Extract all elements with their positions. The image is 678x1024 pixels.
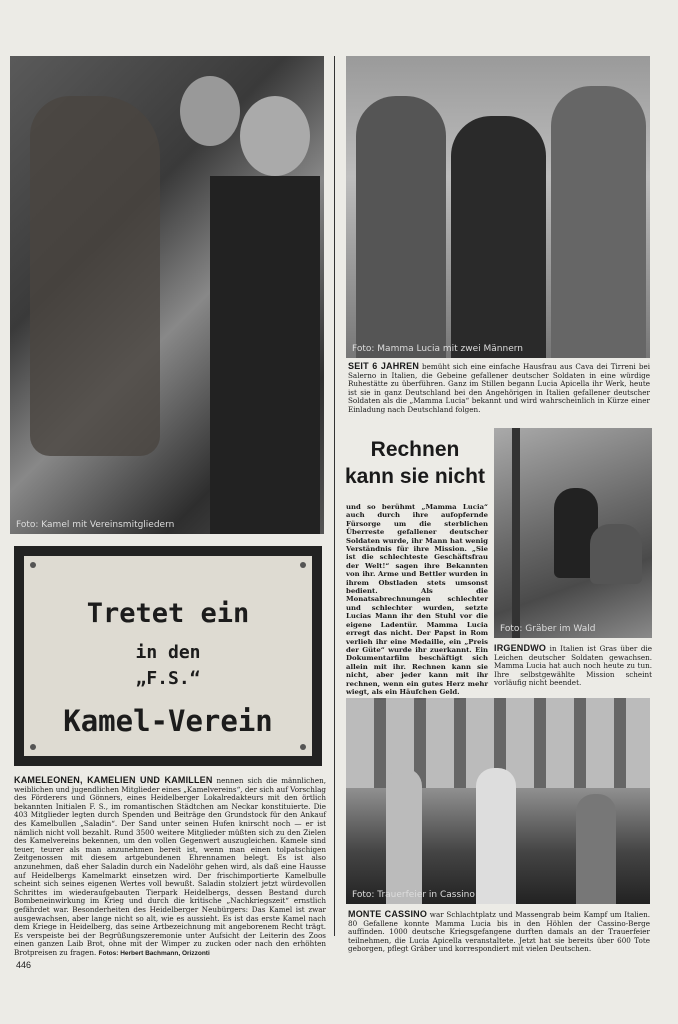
- screw-icon: [30, 562, 36, 568]
- irgendwo-lead: IRGENDWO: [494, 643, 547, 653]
- sign-line-3: „F.S.“: [135, 668, 201, 689]
- kameleonen-lead: KAMELEONEN, KAMELIEN UND KAMILLEN: [14, 775, 213, 785]
- seit-lead: SEIT 6 JAHREN: [348, 361, 420, 371]
- screw-icon: [300, 744, 306, 750]
- rechnen-headline: [344, 436, 486, 490]
- photo-caption: Foto: Kamel mit Vereinsmitgliedern: [16, 520, 175, 530]
- rechnen-body: und so berühmt „Mamma Lucia“ auch durch ihre aufopfernde Fürsorge um die sterblichen Überreste gefallener deutscher Soldaten wurde, ihr Mann hat wenig Verständnis für ihre Mission. „Sie ist die schlechteste Geschäftsfrau der Welt!“ sagen ihre Bekannten von ihr. Arme und Bettler wurden in ihrem Obstladen stets umsonst bedient. Als die Monatsabrechnungen schlechter und schlechter wurden, setzte Lucias Mann ihr den Stuhl vor die eigene Ladentür. Mamma Lucia erregt das nicht. Der Papst in Rom verlieh ihr eine Medaille, ein „Preis der Güte“ wurde ihr zuerkannt. Ein Dokumentarfilm beschäftigt sich allein mit ihr. Rechnen kann sie nicht, aber jeder kann mit ihr rechnen, wenn ein gutes Herz mehr wiegt, als ein Häufchen Geld.: [346, 503, 488, 696]
- photo-caption: Foto: Mamma Lucia mit zwei Männern: [352, 344, 523, 354]
- irgendwo-body: in Italien ist Gras über die Leichen deutscher Soldaten gewachsen. Mamma Lucia hat auch noch heute zu tun. Ihre selbstgewählte Mission scheint vorläufig nicht beendet.: [494, 644, 652, 688]
- screw-icon: [30, 744, 36, 750]
- cassino-body: war Schlachtplatz und Massengrab beim Kampf um Italien. 80 Gefallene konnte Mamma Lucia bis in den Höhlen der Cassino-Berge auffinden. 1000 deutsche Kriegsgefangene durften damals an der Trauerfeier teilnehmen, die Lucia Apicella veranstaltete. Jetzt hat sie bereits über 600 Tote geborgen, pflegt Gräber und korrespondiert mit vielen Deutschen.: [348, 910, 650, 954]
- cassino-lead: MONTE CASSINO: [348, 909, 428, 919]
- irgendwo-article: [494, 644, 652, 688]
- cassino-article: [348, 910, 650, 954]
- seit-body: bemüht sich eine einfache Hausfrau aus Cava dei Tirreni bei Salerno in Italien, die Gebeine gefallener deutscher Soldaten in eine würdige Ruhestätte zu überführen. Ganz im Stillen begann Lucia Apicella ihr Werk, heute ist sie in ganz Deutschland bei den Angehörigen in Italien gefallener deutscher Soldaten als die „Mamma Lucia“ bekannt und wird wahrscheinlich in Kürze einer Einladung nach Deutschland folgen.: [348, 362, 650, 414]
- kamel-verein-sign: [14, 546, 322, 766]
- sign-line-1: Tretet ein: [86, 598, 250, 629]
- kameleonen-article: [14, 776, 326, 958]
- irgendwo-photo: [494, 428, 652, 638]
- seit-article: [348, 362, 650, 415]
- kameleonen-body: nennen sich die männlichen, weiblichen und jugendlichen Mitglieder eines „Kamelvereins“, der sich auf Vorschlag des Förderers und Gönners, eines Heidelberger Lokalredakteurs mit den örtlich bekannten Initialen F. S., im romantischen Städtchen am Neckar konstituierte. Die 403 Mitglieder legten durch Spenden und Beiträge den Grundstock für den Ankauf des Kamelbullen „Saladin“. Der Sand unter seinen Hufen knirscht noch — er ist nämlich nicht voll bezahlt. Rund 3500 weitere Mitglieder müßten sich zu den Zielen des Kamelvereins bekennen, um den vollen Gegenwert auszugleichen. Kamele sind teuer, teurer als man anzunehmen bereit ist, wenn man einen tolpatschigen Zeitgenossen mit diesem artgebundenen Ehrennamen belegt. Es ist also anzunehmen, daß eher Saladin durch ein Nadelöhr gehen wird, als daß eine Hausse auf Heidelbergs Kamelmarkt einsetzen wird. Der frischimportierte Kamelbulle scheint sich seines eigenen Wertes voll bewußt. Saladin stolziert jetzt würdevollen Schrittes im wiederaufgebauten Tierpark Heidelbergs, dessen Bestand durch Bombeneinwirkung im Krieg und durch die kritische „Nachkriegszeit“ ernstlich gefährdet war. Besonderheiten des Heidelberger Neubürgers: Das Kamel ist zwar ausgewachsen, aber lange nicht so alt, wie es aussieht. Es ist das erste Kamel nach dem Kriege in Heidelberg, das seine Artbezeichnung mit angeborenem Recht trägt. Es verspeiste bei der Begrüßungszeremonie unter Aufsicht der Leiterin des Zoos einen ganzen Laib Brot, ohne mit der Wimper zu zucken oder nach den erhöhten Brotpreisen zu fragen.: [14, 776, 327, 957]
- sign-board: [24, 556, 312, 756]
- photo-caption: Foto: Trauerfeier in Cassino: [352, 890, 475, 900]
- photo-credit: Fotos: Herbert Bachmann, Orizzonti: [98, 949, 210, 957]
- camel-photo: [10, 56, 324, 534]
- page-number: 446: [16, 960, 32, 970]
- lucia-photo: [346, 56, 650, 358]
- headline-line-2: kann sie nicht: [344, 465, 486, 488]
- sign-line-4: Kamel-Verein: [63, 704, 273, 738]
- cassino-photo: [346, 698, 650, 904]
- photo-caption: Foto: Gräber im Wald: [500, 624, 596, 634]
- screw-icon: [300, 562, 306, 568]
- rechnen-article: [346, 503, 488, 696]
- column-divider: [334, 56, 335, 936]
- sign-line-2: in den: [135, 642, 201, 663]
- headline-line-1: Rechnen: [370, 438, 460, 461]
